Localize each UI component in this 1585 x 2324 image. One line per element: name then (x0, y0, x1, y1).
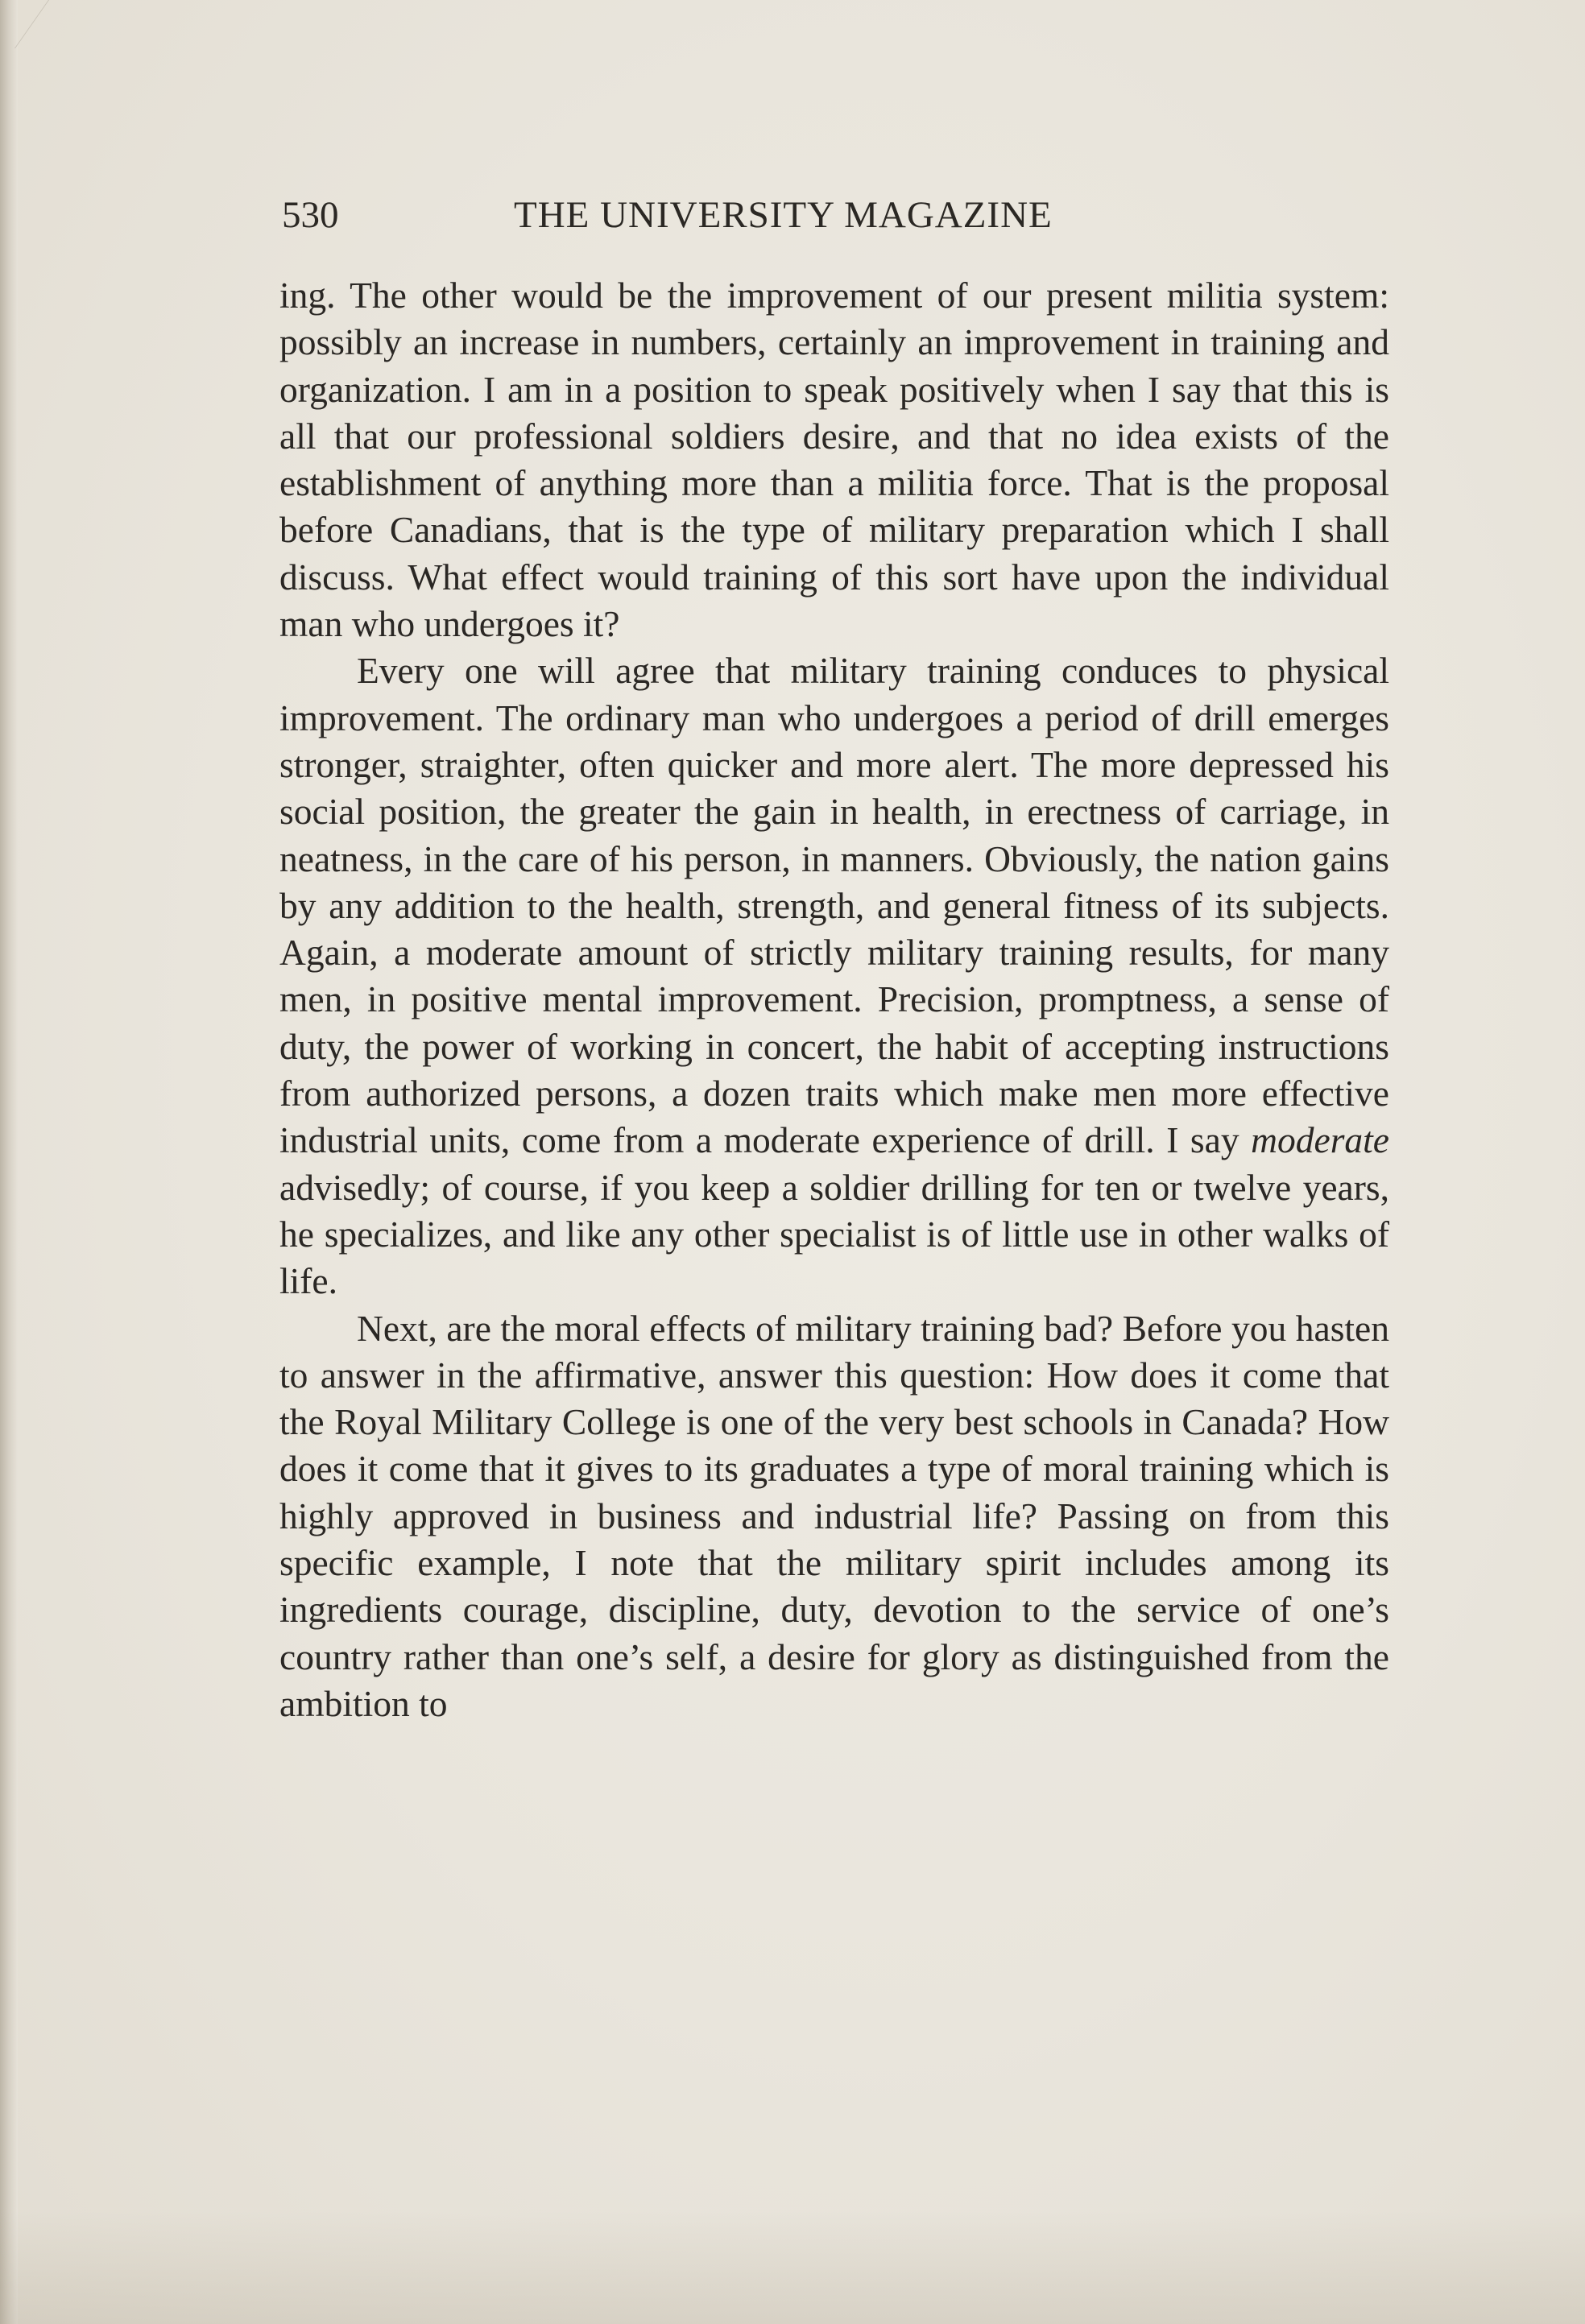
journal-title: THE UNIVERSITY MAGAZINE (514, 194, 1053, 236)
paragraph-3: Next, are the moral effects of military training bad? Before you hasten to answer in the affirmative, answer this question: How does it come that the Royal Military College is one of the very best schools in Canada? How does it come that it gives to its graduates a type of moral training which is highly approved in business and industrial life? Passing on from this specific example, I note that the military spirit includes among its ingredients courage, discipline, duty, devotion to the service of one’s country rather than one’s self, a desire for glory as distinguished from the ambition to (279, 1307, 1389, 1724)
running-head (282, 193, 1144, 242)
paragraph-2-text-start: Every one will agree that military training conduces to physical improvement. The ordinary man who undergoes a period of drill emerges stronger, straighter, often quicker and more alert. The more depressed his social position, the greater the gain in health, in erectness of carriage, in neatness, in the care of his person, in manners. Obviously, the nation gains by any addition to the health, strength, and general fitness of its subjects. Again, a moderate amount of strictly military training results, for many men, in positive mental improvement. Precision, promptness, a sense of duty, the power of working in concert, the habit of accepting instructions from authorized persons, a dozen traits which make men more effective industrial units, come from a moderate experience of drill. I say (279, 650, 1389, 1161)
page-binding-edge (0, 0, 18, 2324)
page-corner-crease (0, 0, 49, 48)
body-text (279, 272, 1389, 1727)
page-number: 530 (282, 194, 339, 236)
paragraph-2-emphasis: moderate (1251, 1119, 1389, 1161)
page-bottom-shading (0, 2211, 1585, 2324)
paragraph-2-text-end: advisedly; of course, if you keep a soldier drilling for ten or twelve years, he specializes, and like any other specialist is of little use in other walks of life. (279, 1166, 1389, 1302)
paragraph-1: ing. The other would be the improvement of our present militia system: possibly an increase in numbers, certainly an improvement in training and organization. I am in a position to speak positively when I say that this is all that our professional soldiers desire, and that no idea exists of the establishment of anything more than a militia force. That is the proposal before Canadians, that is the type of military preparation which I shall discuss. What effect would training of this sort have upon the individual man who undergoes it? (279, 275, 1389, 645)
paragraph-2 (279, 647, 1389, 1305)
